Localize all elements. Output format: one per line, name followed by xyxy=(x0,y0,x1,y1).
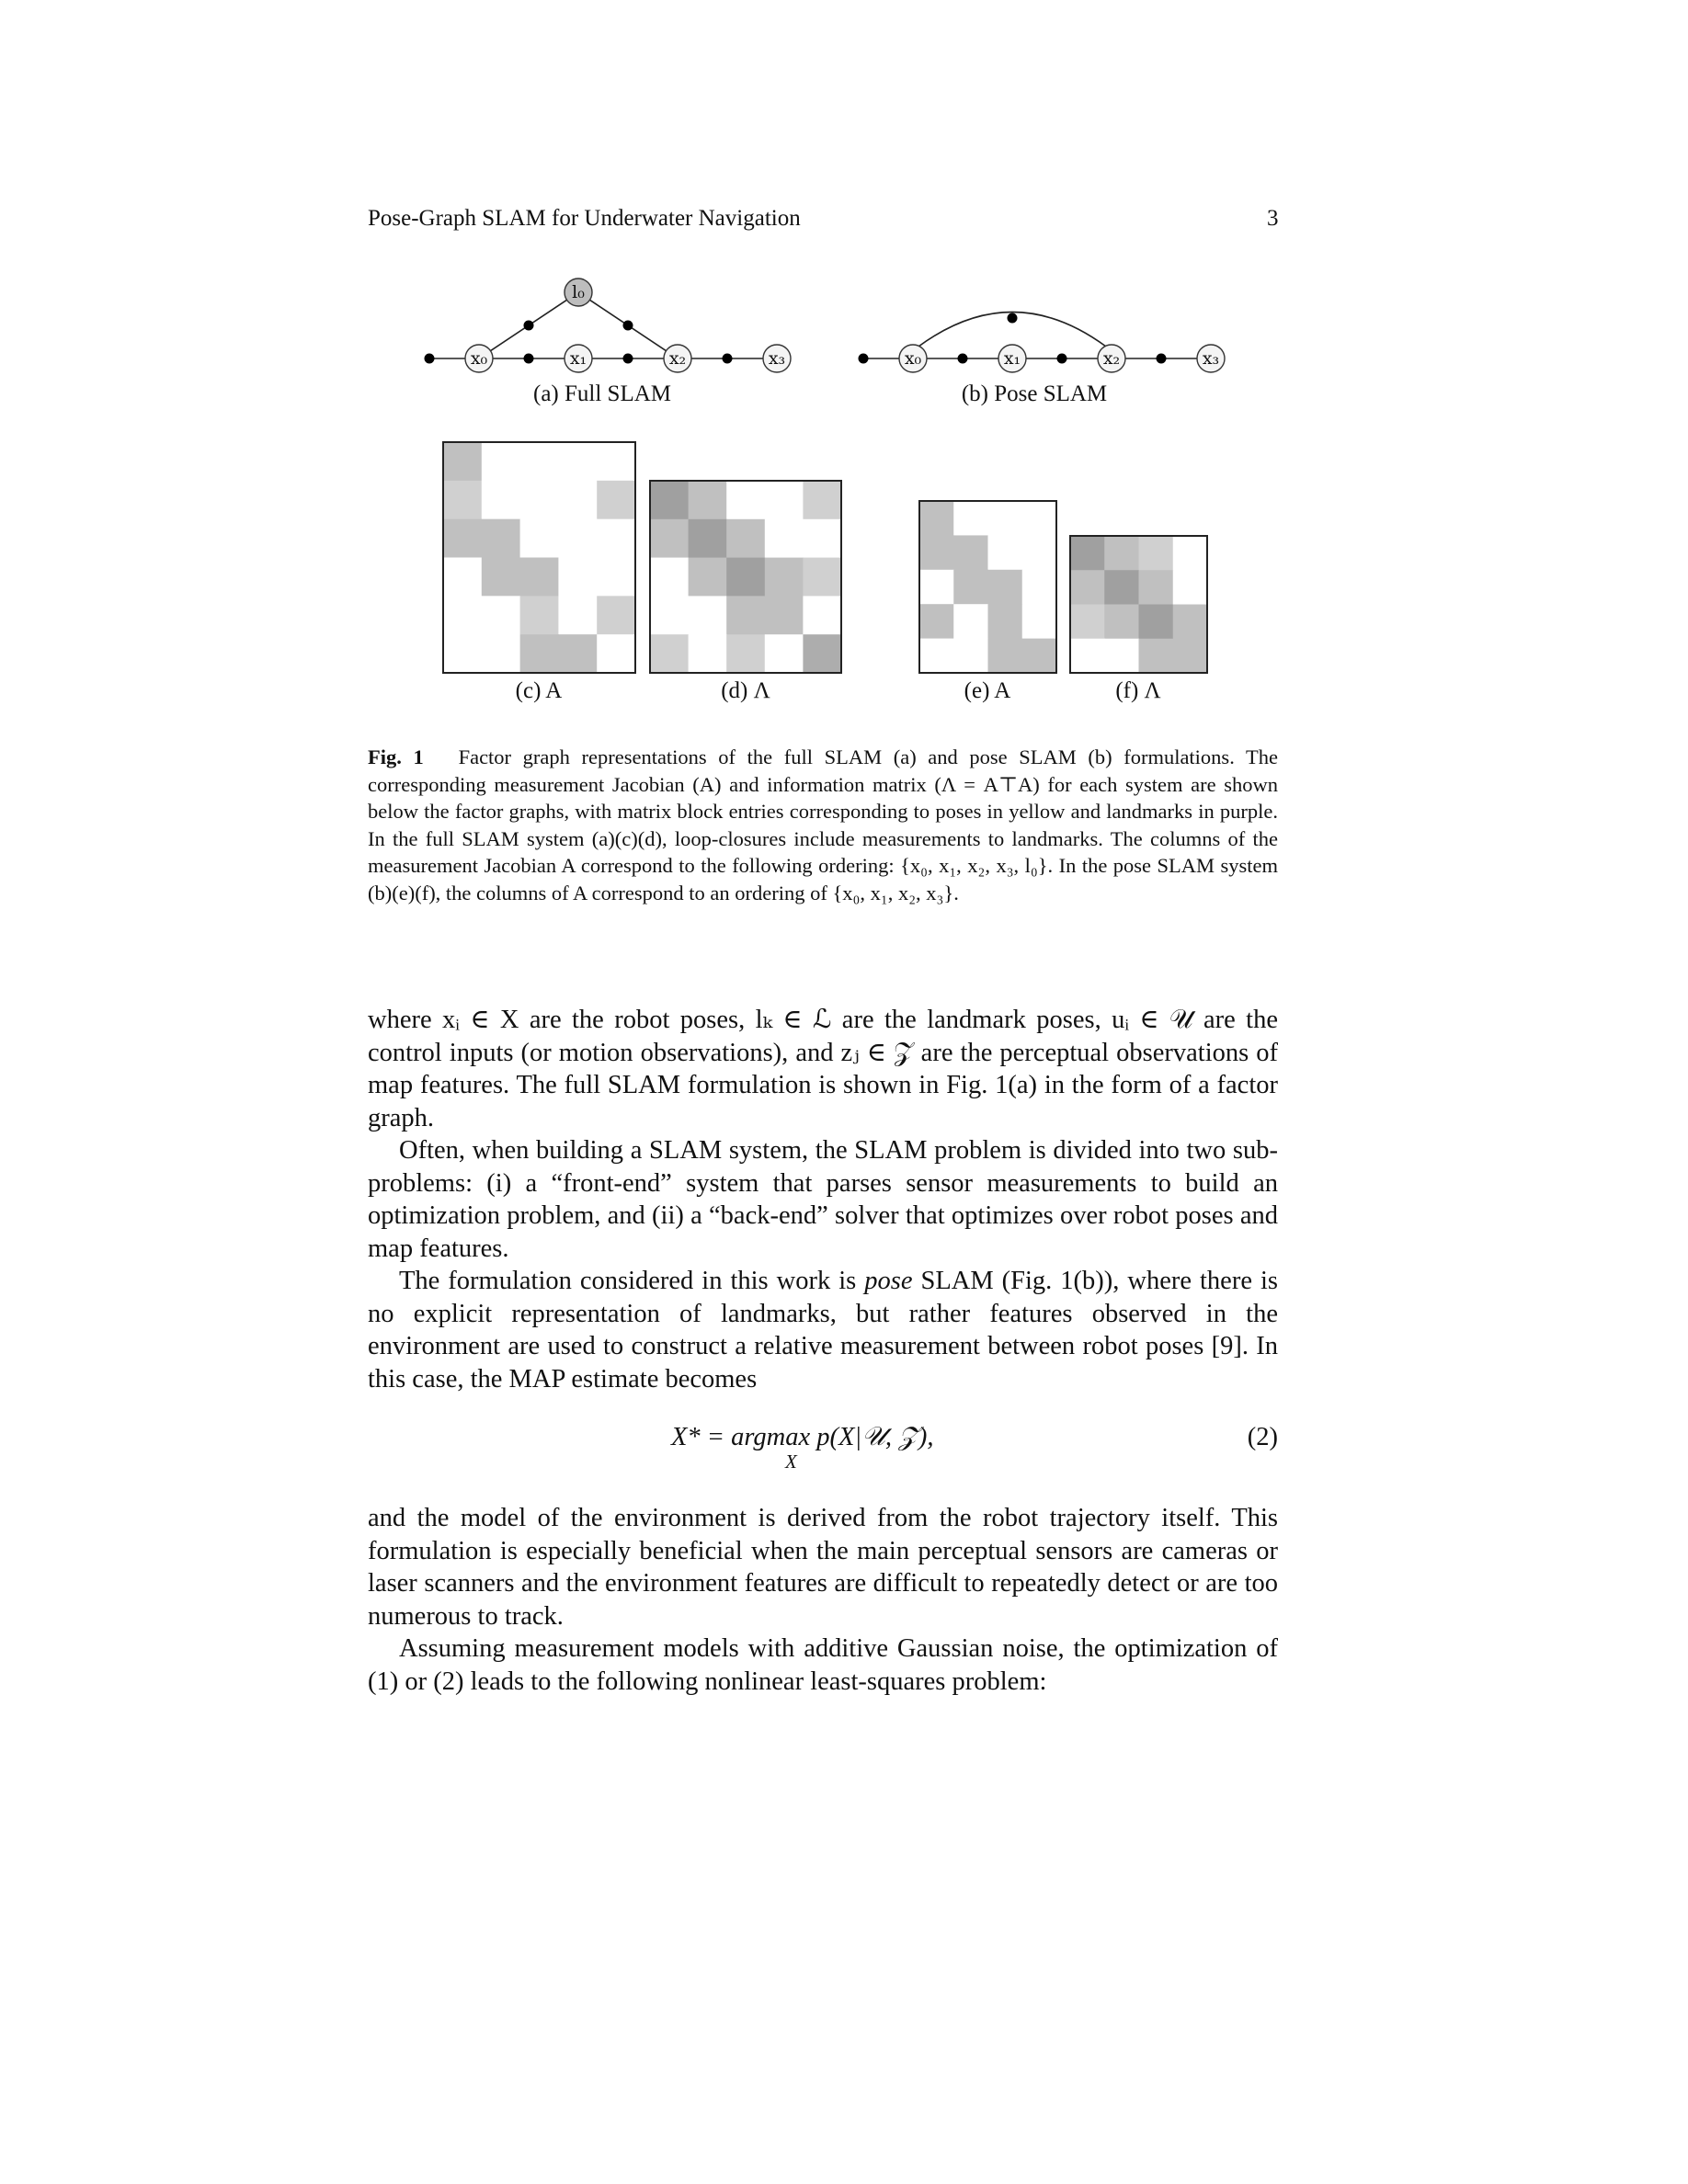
matrix-cell xyxy=(597,558,635,597)
matrix-cell xyxy=(803,519,841,558)
odometry-factor xyxy=(524,354,534,364)
pose-node-x1-label: x₁ xyxy=(569,348,587,369)
matrix-cell xyxy=(726,558,765,597)
matrix-cell xyxy=(482,442,520,481)
matrix-cell xyxy=(558,442,597,481)
odometry-factor xyxy=(623,354,633,364)
pose-node-x0-label: x₀ xyxy=(904,348,922,369)
figure-1 xyxy=(0,0,1688,735)
matrix-cell xyxy=(1139,536,1174,571)
matrix-cell xyxy=(765,519,804,558)
matrix-figures xyxy=(443,442,1208,674)
matrix-cell xyxy=(597,442,635,481)
pose-node-x2-label: x₂ xyxy=(1102,348,1121,369)
matrix-cell xyxy=(482,596,520,634)
matrix-cell xyxy=(650,634,689,673)
pose-node-x3-label: x₃ xyxy=(1202,348,1220,369)
text-run: SLAM (Fig. 1(b)), where there is no explicit representation of landmarks, but rather features observed in the environment are used to construct a relative measurement between robot poses [9]. In this case, the MAP estimate becomes xyxy=(368,1267,1278,1393)
matrix-cell xyxy=(1022,535,1057,570)
landmark-factor xyxy=(623,321,633,331)
matrix-cell xyxy=(689,634,727,673)
matrix-cell xyxy=(443,634,482,673)
matrix-cell xyxy=(919,535,954,570)
matrix-cell xyxy=(1022,570,1057,605)
matrix-cell xyxy=(803,481,841,519)
matrix-cell xyxy=(726,519,765,558)
matrix-cell xyxy=(1070,639,1105,674)
matrix-cell xyxy=(443,481,482,519)
pose-node-x0-label: x₀ xyxy=(470,348,488,369)
matrix-cell xyxy=(597,596,635,634)
page-number: 3 xyxy=(1267,206,1279,231)
equation-number: (2) xyxy=(1247,1423,1278,1451)
matrix-cell xyxy=(650,481,689,519)
prior-factor xyxy=(425,354,435,364)
pose-node-x2-label: x₂ xyxy=(668,348,687,369)
odometry-factor xyxy=(1057,354,1067,364)
matrix-cell xyxy=(558,519,597,558)
factor-graph-full-slam xyxy=(425,279,792,372)
matrix-cell xyxy=(1139,570,1174,605)
matrix-cell xyxy=(1022,501,1057,536)
matrix-cell xyxy=(803,558,841,597)
odometry-factor xyxy=(723,354,733,364)
matrix-cell xyxy=(1104,605,1139,640)
matrix-cell xyxy=(1070,570,1105,605)
matrix-cell xyxy=(988,570,1023,605)
pose-node-x1-label: x₁ xyxy=(1003,348,1021,369)
text-run: The formulation considered in this work is xyxy=(399,1267,865,1295)
body-paragraphs-top xyxy=(368,1004,1278,1395)
body-paragraphs-bottom xyxy=(368,1502,1278,1698)
matrix-cell xyxy=(520,442,559,481)
matrix-cell xyxy=(520,634,559,673)
landmark-factor xyxy=(524,321,534,331)
matrix-cell xyxy=(443,596,482,634)
matrix-cell xyxy=(558,558,597,597)
matrix-cell xyxy=(919,501,954,536)
matrix-cell xyxy=(650,519,689,558)
matrix-cell xyxy=(597,519,635,558)
matrix-cell xyxy=(1070,536,1105,571)
matrix-cell xyxy=(1139,605,1174,640)
matrix-cell xyxy=(765,634,804,673)
matrix-cell xyxy=(953,535,988,570)
matrix-cell xyxy=(650,596,689,634)
matrix-cell xyxy=(1139,639,1174,674)
matrix-cell xyxy=(953,501,988,536)
matrix-cell xyxy=(765,596,804,634)
matrix-cell xyxy=(689,596,727,634)
matrix-cell xyxy=(988,501,1023,536)
matrix-cell xyxy=(558,634,597,673)
matrix-cell xyxy=(765,558,804,597)
matrix-cell xyxy=(803,596,841,634)
matrix-cell xyxy=(482,558,520,597)
matrix-d xyxy=(650,481,842,674)
landmark-node-l0-label: l₀ xyxy=(572,282,585,302)
equation-2 xyxy=(368,1416,1278,1480)
matrix-cell xyxy=(1070,605,1105,640)
matrix-cell xyxy=(919,570,954,605)
matrix-e xyxy=(919,501,1057,674)
matrix-cell xyxy=(1173,605,1208,640)
loop-closure-factor xyxy=(1008,313,1018,324)
subfigure-label-e: (e) A xyxy=(964,678,1011,703)
matrix-cell xyxy=(953,639,988,674)
matrix-cell xyxy=(953,604,988,639)
subfigure-label-b: (b) Pose SLAM xyxy=(961,381,1108,406)
matrix-cell xyxy=(597,634,635,673)
matrix-cell xyxy=(726,481,765,519)
paragraph-model: and the model of the environment is derived from the robot trajectory itself. This formulation is especially beneficial when the main perceptual sensors are cameras or laser scanners and the environment features are difficult to repeatedly detect or are too numerous to track. xyxy=(368,1504,1278,1631)
matrix-cell xyxy=(482,519,520,558)
matrix-cell xyxy=(988,535,1023,570)
paragraph-least-squares: Assuming measurement models with additive Gaussian noise, the optimization of (1) or (2) leads to the following nonlinear least-squares problem: xyxy=(368,1634,1278,1696)
emphasis: pose xyxy=(864,1267,913,1295)
matrix-cell xyxy=(919,604,954,639)
matrix-cell xyxy=(689,481,727,519)
matrix-cell xyxy=(443,519,482,558)
matrix-c xyxy=(443,442,636,674)
subfigure-label-f: (f) Λ xyxy=(1115,678,1161,703)
matrix-cell xyxy=(482,481,520,519)
paragraph-variables: where xᵢ ∈ X are the robot poses, lₖ ∈ ℒ are the landmark poses, uᵢ ∈ 𝒰 are the control inputs (or motion observations), and zⱼ ∈ 𝒵 are the perceptual observations of map features. The full SLAM formulation is shown in Fig. 1(a) in the form of a factor graph. xyxy=(368,1006,1278,1132)
matrix-cell xyxy=(443,442,482,481)
matrix-cell xyxy=(1022,604,1057,639)
matrix-cell xyxy=(1104,536,1139,571)
odometry-factor xyxy=(958,354,968,364)
matrix-cell xyxy=(726,634,765,673)
subfigure-label-d: (d) Λ xyxy=(721,678,770,703)
matrix-cell xyxy=(919,639,954,674)
factor-graph-pose-slam xyxy=(859,313,1226,373)
matrix-cell xyxy=(953,570,988,605)
matrix-cell xyxy=(520,596,559,634)
matrix-cell xyxy=(988,604,1023,639)
matrix-cell xyxy=(1022,639,1057,674)
paragraph-pose-slam xyxy=(368,1265,1278,1395)
equation-body: X* = argmax p(X|𝒰, 𝒵), xyxy=(671,1423,934,1451)
matrix-cell xyxy=(597,481,635,519)
matrix-cell xyxy=(650,558,689,597)
subfigure-label-c: (c) A xyxy=(515,678,563,703)
matrix-cell xyxy=(689,519,727,558)
matrix-cell xyxy=(1173,570,1208,605)
matrix-cell xyxy=(482,634,520,673)
matrix-cell xyxy=(689,558,727,597)
running-title: Pose-Graph SLAM for Underwater Navigation xyxy=(368,206,801,231)
pose-node-x3-label: x₃ xyxy=(768,348,786,369)
matrix-cell xyxy=(726,596,765,634)
matrix-cell xyxy=(988,639,1023,674)
matrix-cell xyxy=(1104,639,1139,674)
odometry-factor xyxy=(1157,354,1167,364)
caption-prefix: Fig. 1 xyxy=(368,745,424,768)
caption-text: Factor graph representations of the full SLAM (a) and pose SLAM (b) formulations. The corresponding measurement Jacobian (A) and information matrix (Λ = A⊤A) for each system are shown below the factor graphs, with matrix block entries corresponding to poses in yellow and landmarks in purple. In the full SLAM system (a)(c)(d), loop-closures include measurements to landmarks. The columns of the measurement Jacobian A correspond to the following ordering: {x₀, x₁, x₂, x₃, l₀}. In the pose SLAM system (b)(e)(f), the columns of A correspond to an ordering of {x₀, x₁, x₂, x₃}. xyxy=(368,745,1278,904)
matrix-cell xyxy=(443,558,482,597)
matrix-cell xyxy=(520,519,559,558)
paragraph-front-back-end: Often, when building a SLAM system, the SLAM problem is divided into two sub-problems: (i) a “front-end” system that parses sensor measurements to build an optimization problem, and (ii) a “back-end” solver that optimizes over robot poses and map features. xyxy=(368,1136,1278,1263)
matrix-cell xyxy=(1104,570,1139,605)
equation-subscript: X xyxy=(785,1450,797,1473)
figure-caption xyxy=(368,744,1278,906)
matrix-cell xyxy=(803,634,841,673)
matrix-cell xyxy=(765,481,804,519)
matrix-f xyxy=(1070,536,1208,674)
matrix-cell xyxy=(1173,639,1208,674)
matrix-cell xyxy=(520,558,559,597)
subfigure-label-a: (a) Full SLAM xyxy=(533,381,671,406)
matrix-cell xyxy=(520,481,559,519)
matrix-cell xyxy=(558,596,597,634)
matrix-cell xyxy=(1173,536,1208,571)
matrix-cell xyxy=(558,481,597,519)
prior-factor xyxy=(859,354,869,364)
